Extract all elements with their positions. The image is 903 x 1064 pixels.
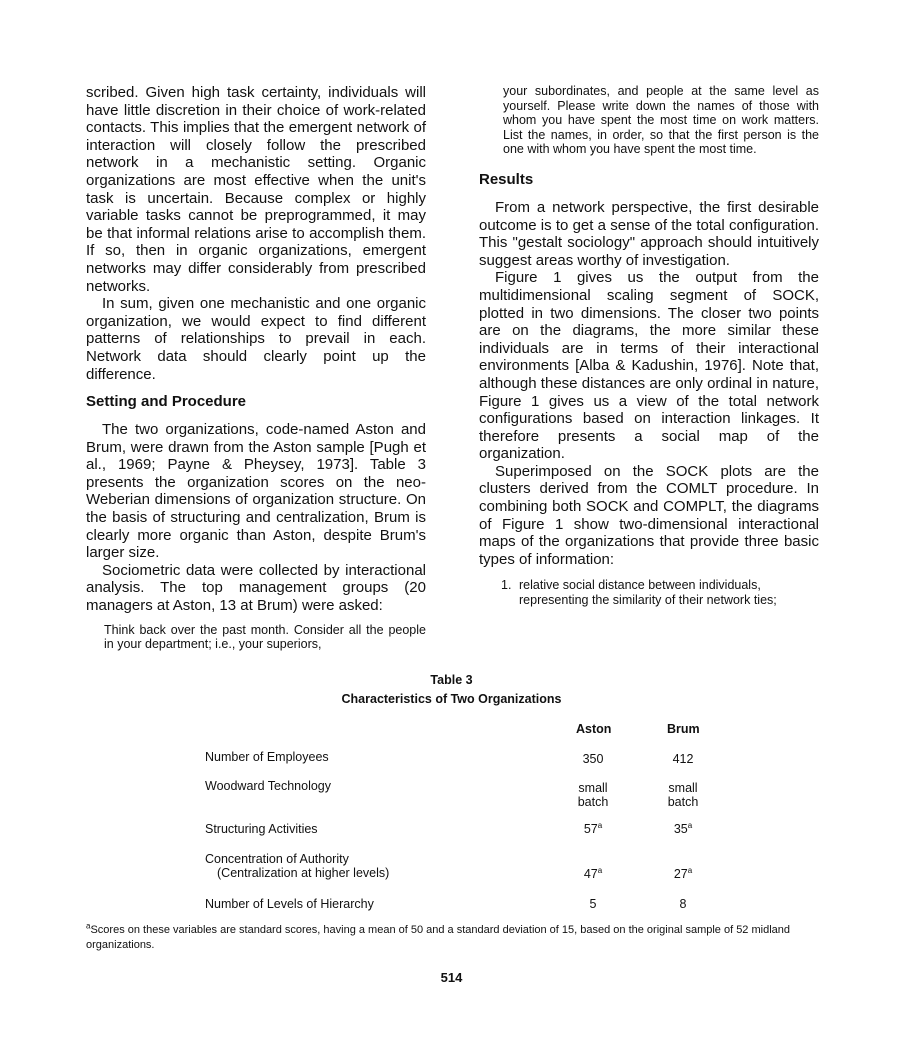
right-paragraph-2: Figure 1 gives us the output from the multidimensional scaling segment of SOCK, plotted in two dimensions. The closer two points are on the diagrams, the more similar these individuals are in terms of their interactional environments [Alba & Kadushin, 1976]. Note that, although these distances are only ordinal in nature, Figure 1 gives us a view of the total network configurations based on interaction linkages. It therefore presents a social map of the organization. — [479, 269, 819, 463]
cell-aston-structuring — [563, 822, 623, 836]
left-column — [86, 84, 426, 652]
cell-brum-structuring — [653, 822, 713, 836]
cell-aston-hierarchy: 5 — [589, 897, 597, 911]
row-label-hierarchy: Number of Levels of Hierarchy — [205, 897, 374, 911]
footnote-marker: a — [597, 820, 603, 830]
section-heading-setting: Setting and Procedure — [86, 393, 247, 411]
cell-aston-employees: 350 — [582, 752, 604, 766]
footnote-marker: a — [597, 865, 603, 875]
footnote-marker: a — [687, 820, 693, 830]
row-label-technology: Woodward Technology — [205, 779, 332, 793]
table-footnote — [86, 923, 816, 953]
row-label-structuring: Structuring Activities — [205, 822, 318, 836]
row-label-authority-line1: Concentration of Authority — [205, 852, 349, 866]
cell-aston-authority — [563, 867, 623, 881]
list-item: relative social distance between individuals, representing the similarity of their network ties; — [519, 578, 777, 608]
left-paragraph-1: scribed. Given high task certainty, individuals will have little discretion in their choice of work-related contacts. This implies that the emergent network of interaction will closely follow the prescribed network in a mechanistic setting. Organic organizations are most effective when the unit's task is uncertain. Because complex or highly variable tasks cannot be preprogrammed, it may be that informal relations arise to accomplish them. If so, then in organic organizations, emergent networks may differ considerably from prescribed networks. — [86, 84, 426, 295]
left-quote: Think back over the past month. Consider all the people in your department; i.e., your superiors, — [104, 622, 426, 652]
right-quote: your subordinates, and people at the same level as yourself. Please write down the names of those with whom you have spent the most time on work matters. List the names, in order, so that the first person is the one with whom you have spent the most time. — [503, 84, 819, 157]
numbered-list — [501, 578, 819, 608]
column-header-aston: Aston — [576, 722, 612, 736]
footnote-text: Scores on these variables are standard scores, having a mean of 50 and a standard deviation of 15, based on the original sample of 52 midland organizations. — [86, 924, 791, 951]
footnote-marker: a — [687, 865, 693, 875]
cell-brum-technology-line2: batch — [667, 795, 699, 809]
right-paragraph-3: Superimposed on the SOCK plots are the clusters derived from the COMLT procedure. In combining both SOCK and COMPLT, the diagrams of Figure 1 show two-dimensional interactional maps of the organizations that provide three basic types of information: — [479, 462, 819, 568]
cell-brum-technology-line1: small — [668, 781, 698, 795]
row-label-employees: Number of Employees — [205, 750, 329, 764]
right-column — [479, 84, 819, 608]
right-paragraph-1: From a network perspective, the first desirable outcome is to get a sense of the total configuration. This "gestalt sociology" approach should intuitively suggest areas worthy of investigation. — [479, 198, 819, 269]
cell-aston-technology — [563, 781, 623, 809]
table-title: Characteristics of Two Organizations — [341, 692, 562, 706]
column-header-brum: Brum — [667, 722, 700, 736]
page-number: 514 — [440, 970, 463, 985]
cell-aston-technology-line1: small — [578, 781, 608, 795]
left-paragraph-4: Sociometric data were collected by interactional analysis. The top management groups (20 managers at Aston, 13 at Brum) were asked: — [86, 561, 426, 615]
list-number: 1. — [501, 578, 512, 593]
cell-brum-hierarchy: 8 — [679, 897, 687, 911]
cell-aston-authority-value: 47 — [583, 867, 598, 881]
cell-brum-technology — [653, 781, 713, 809]
footnote-marker: a — [86, 921, 91, 931]
cell-aston-structuring-value: 57 — [583, 822, 598, 836]
section-heading-results: Results — [479, 170, 534, 188]
table-label: Table 3 — [430, 673, 473, 687]
row-label-authority-line2: (Centralization at higher levels) — [217, 866, 390, 880]
left-paragraph-3: The two organizations, code-named Aston and Brum, were drawn from the Aston sample [Pugh et al., 1969; Payne & Pheysey, 1973]. Table 3 presents the organization scores on the neo-Weberian dimensions of organization structure. On the basis of structuring and centralization, Brum is clearly more organic than Aston, despite Brum's larger size. — [86, 421, 426, 562]
cell-brum-authority — [653, 867, 713, 881]
cell-brum-employees: 412 — [672, 752, 694, 766]
table-caption — [0, 671, 903, 709]
cell-brum-structuring-value: 35 — [673, 822, 688, 836]
row-label-authority — [205, 852, 389, 880]
cell-brum-authority-value: 27 — [673, 867, 688, 881]
left-paragraph-2: In sum, given one mechanistic and one organic organization, we would expect to find different patterns of relationships to prevail in each. Network data should clearly point up the difference. — [86, 295, 426, 383]
cell-aston-technology-line2: batch — [577, 795, 609, 809]
